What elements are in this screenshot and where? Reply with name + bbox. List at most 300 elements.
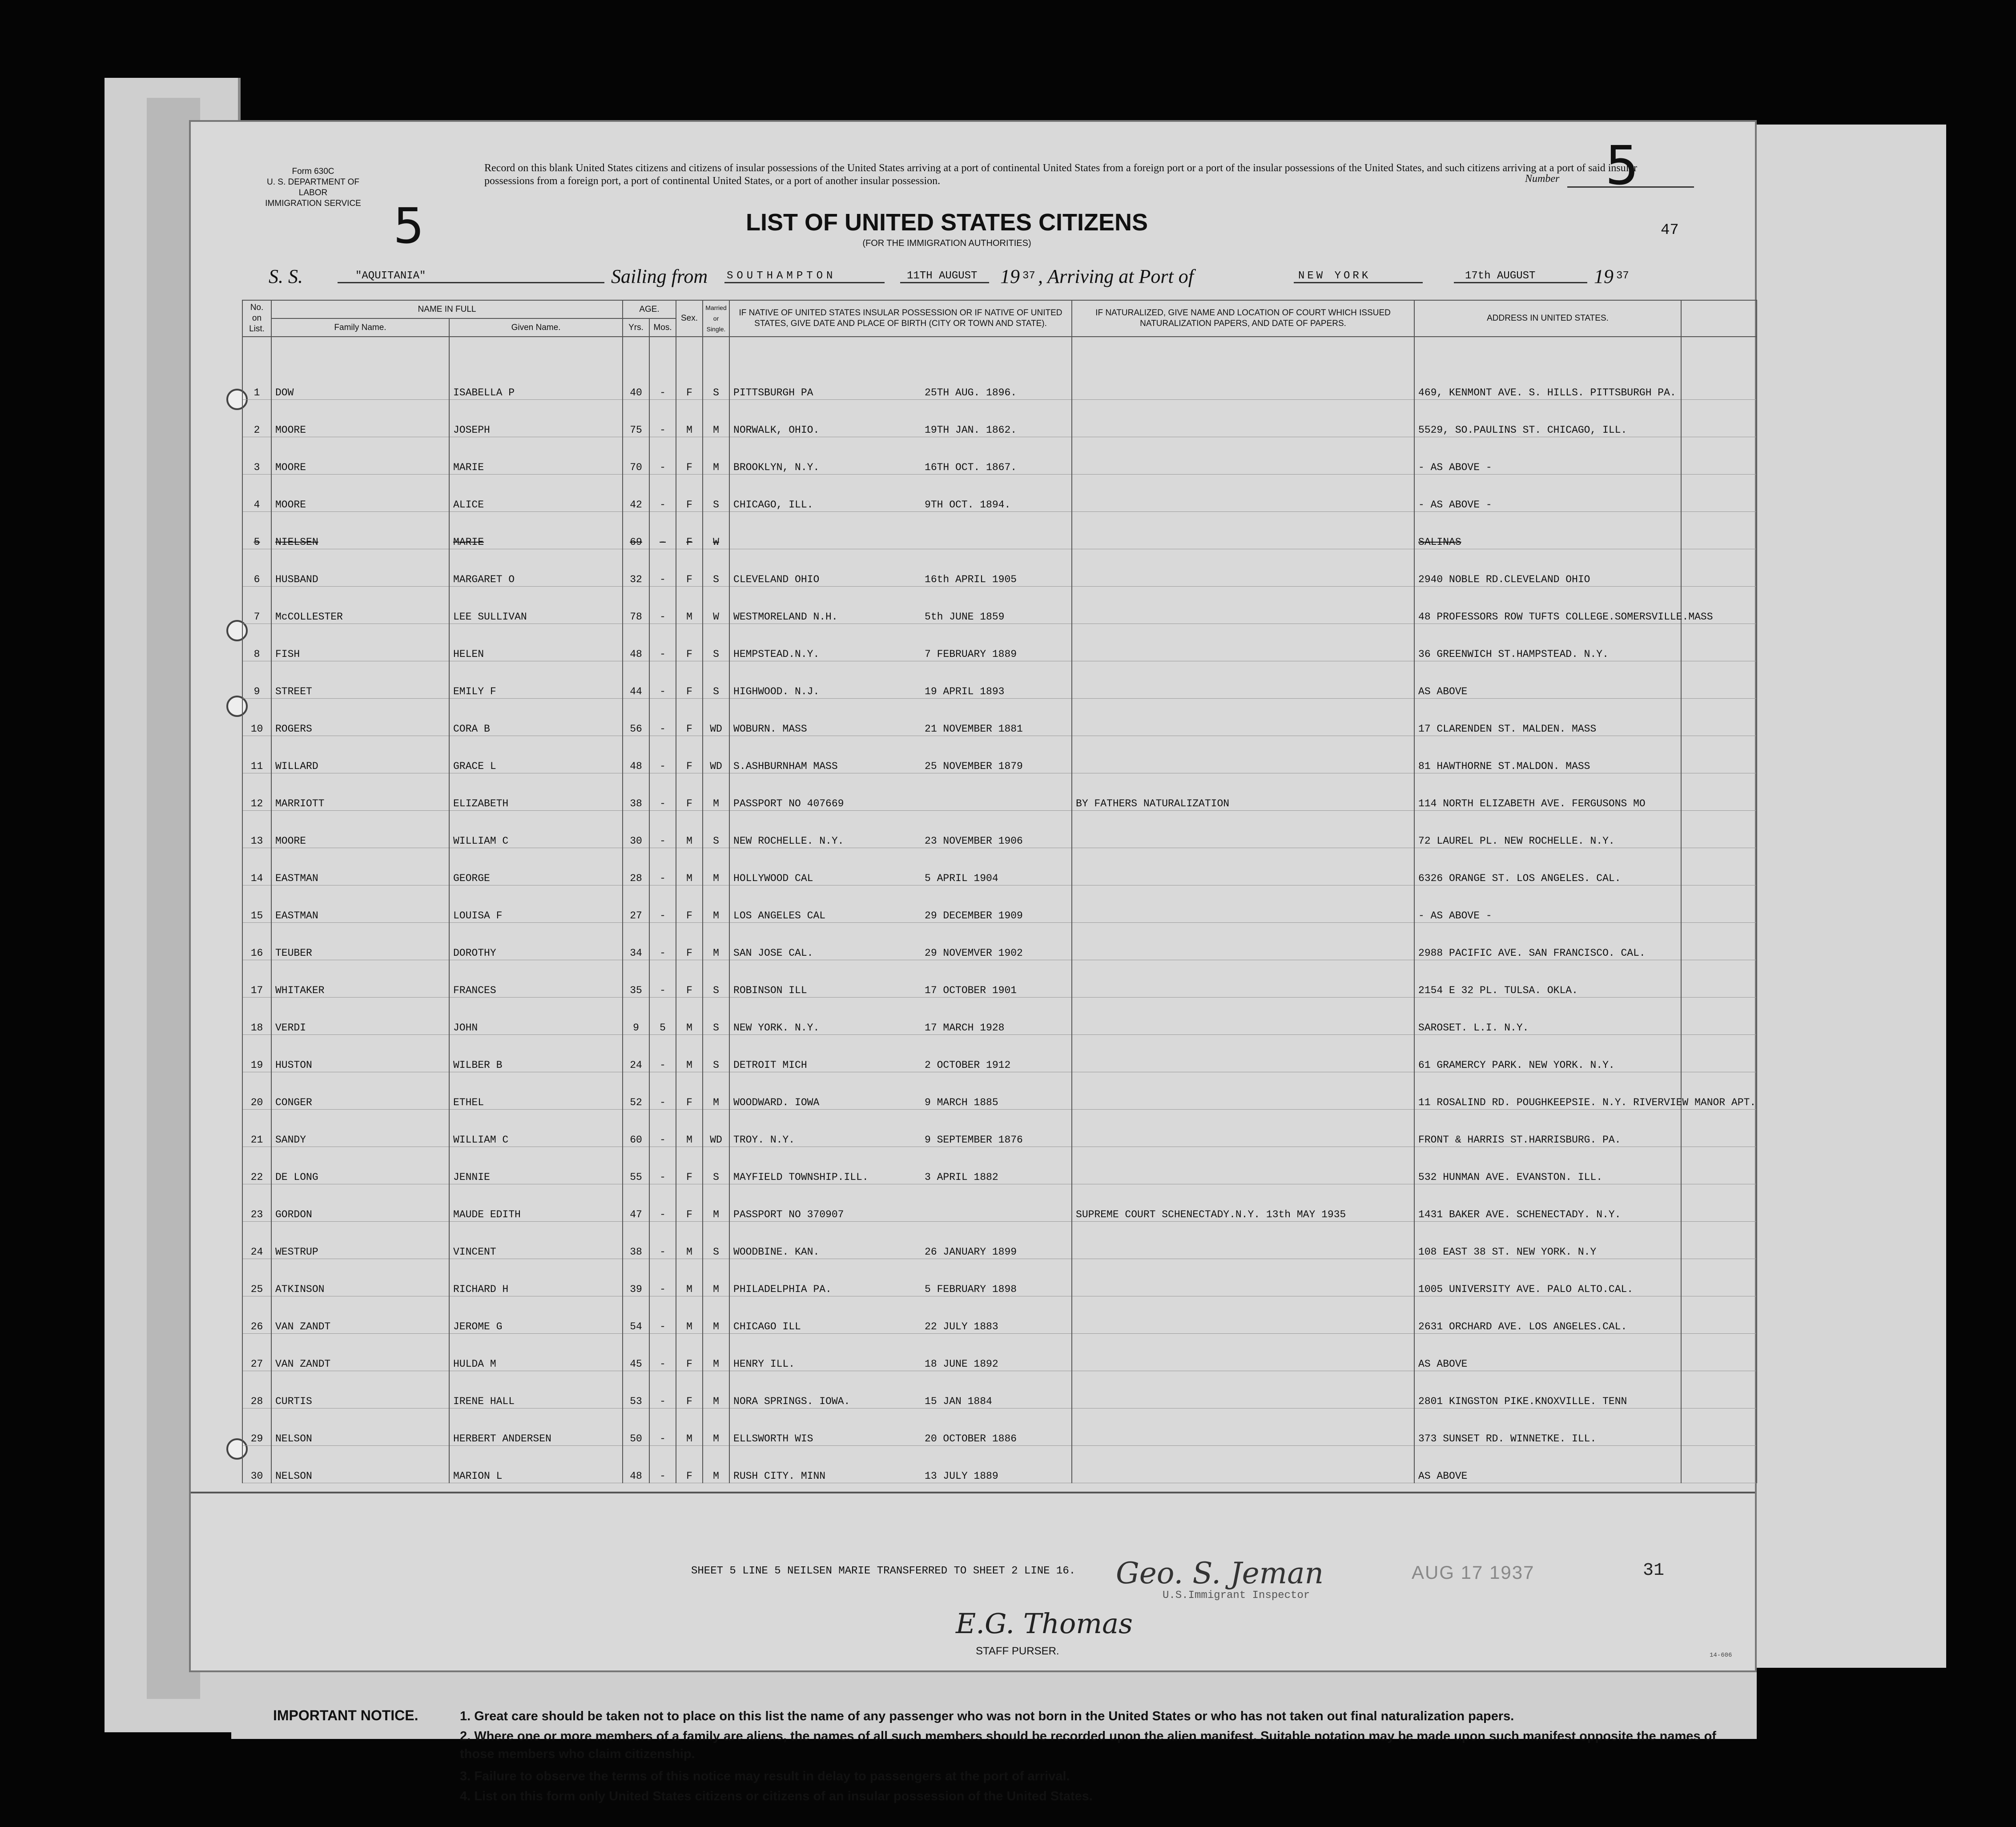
age-months: - (649, 885, 676, 923)
departure-date: 11TH AUGUST (907, 270, 978, 282)
passenger-number: 26 (242, 1296, 271, 1334)
date-underline (900, 282, 989, 283)
birth-place: HOLLYWOOD CAL (733, 873, 813, 884)
passenger-number: 10 (242, 699, 271, 736)
naturalization-info (1072, 624, 1414, 661)
sex: F (676, 699, 703, 736)
purser-signature: E.G. Thomas (956, 1607, 1133, 1640)
us-address: 532 HUNMAN AVE. EVANSTON. ILL. (1414, 1147, 1681, 1184)
family-name: MARRIOTT (271, 773, 449, 811)
background-sheet-right (1748, 125, 1946, 1668)
marital-status: WD (703, 1110, 729, 1147)
family-name: NIELSEN (271, 512, 449, 549)
birth-place: WOBURN. MASS (733, 723, 807, 735)
family-name: VAN ZANDT (271, 1296, 449, 1334)
birth-date: 29 NOVEMVER 1902 (925, 947, 1023, 959)
us-address: 72 LAUREL PL. NEW ROCHELLE. N.Y. (1414, 811, 1681, 848)
age-months: - (649, 923, 676, 960)
age-years: 56 (623, 699, 649, 736)
us-address: 48 PROFESSORS ROW TUFTS COLLEGE.SOMERSVILLE.MASS (1414, 587, 1681, 624)
family-name: MOORE (271, 475, 449, 512)
instructions-text: Record on this blank United States citizens and citizens of insular possessions of the United States arriving at a port of continental United States from a foreign port or a port of the insular possessions of the United States, and such citizens arriving at a port of said insular possessions from a foreign port, a port of continental United States, or a port of another insular possession. (484, 162, 1638, 187)
passenger-number: 23 (242, 1184, 271, 1222)
sex: F (676, 923, 703, 960)
blank-cell (1681, 1110, 1757, 1147)
naturalization-info (1072, 587, 1414, 624)
passenger-number: 3 (242, 437, 271, 475)
passenger-number: 20 (242, 1072, 271, 1110)
table-row (242, 1035, 1757, 1072)
marital-status: M (703, 1334, 729, 1371)
naturalization-info (1072, 475, 1414, 512)
marital-status: M (703, 923, 729, 960)
sex: M (676, 1408, 703, 1446)
naturalization-info: BY FATHERS NATURALIZATION (1072, 773, 1414, 811)
naturalization-info (1072, 923, 1414, 960)
col-header-marital: Married or Single. (703, 300, 729, 337)
blank-cell (1681, 437, 1757, 475)
sex: M (676, 848, 703, 885)
birth-date: 9TH OCT. 1894. (925, 499, 1011, 511)
col-header-yrs: Yrs. (623, 318, 649, 337)
age-years: 50 (623, 1408, 649, 1446)
age-months: - (649, 400, 676, 437)
age-months: - (649, 661, 676, 699)
blank-cell (1681, 960, 1757, 998)
sailing-from-label: Sailing from (611, 266, 708, 287)
naturalization-info (1072, 699, 1414, 736)
sex: F (676, 1446, 703, 1483)
birth-info (729, 1408, 1072, 1446)
blank-cell (1681, 885, 1757, 923)
birth-place: CHICAGO ILL (733, 1321, 801, 1332)
ship-name: "AQUITANIA" (355, 270, 426, 282)
birth-place: WESTMORELAND N.H. (733, 611, 838, 623)
age-months: - (649, 960, 676, 998)
handwritten-number: 5 (1605, 135, 1639, 197)
birth-info (729, 773, 1072, 811)
age-years: 9 (623, 998, 649, 1035)
age-months: - (649, 1072, 676, 1110)
age-months: - (649, 848, 676, 885)
given-name: VINCENT (449, 1222, 623, 1259)
given-name: MAUDE EDITH (449, 1184, 623, 1222)
birth-date: 9 SEPTEMBER 1876 (925, 1134, 1023, 1146)
blank-cell (1681, 1334, 1757, 1371)
age-months: - (649, 1334, 676, 1371)
birth-place: PASSPORT NO 370907 (733, 1209, 844, 1220)
marital-status: W (703, 587, 729, 624)
sex: M (676, 998, 703, 1035)
table-row (242, 1259, 1757, 1296)
us-address: 1005 UNIVERSITY AVE. PALO ALTO.CAL. (1414, 1259, 1681, 1296)
marital-status: S (703, 549, 729, 587)
birth-place: ELLSWORTH WIS (733, 1433, 813, 1445)
passenger-number: 19 (242, 1035, 271, 1072)
col-header-mos: Mos. (649, 318, 676, 337)
given-name: RICHARD H (449, 1259, 623, 1296)
passenger-number: 12 (242, 773, 271, 811)
birth-date: 29 DECEMBER 1909 (925, 910, 1023, 922)
given-name: HELEN (449, 624, 623, 661)
age-years: 60 (623, 1110, 649, 1147)
marital-status: M (703, 848, 729, 885)
sex: F (676, 437, 703, 475)
age-years: 44 (623, 661, 649, 699)
age-years: 24 (623, 1035, 649, 1072)
family-name: EASTMAN (271, 848, 449, 885)
arriving-label: , Arriving at Port of (1038, 266, 1194, 287)
age-years: 32 (623, 549, 649, 587)
age-years: 40 (623, 337, 649, 400)
birth-place: NEW YORK. N.Y. (733, 1022, 820, 1034)
blank-cell (1681, 1408, 1757, 1446)
birth-info (729, 1371, 1072, 1408)
given-name: JEROME G (449, 1296, 623, 1334)
table-row (242, 337, 1757, 400)
age-years: 30 (623, 811, 649, 848)
us-address: 81 HAWTHORNE ST.MALDON. MASS (1414, 736, 1681, 773)
family-name: ATKINSON (271, 1259, 449, 1296)
sex: M (676, 587, 703, 624)
given-name: HERBERT ANDERSEN (449, 1408, 623, 1446)
col-header-name-group: NAME IN FULL (271, 300, 623, 318)
given-name: ALICE (449, 475, 623, 512)
sex: F (676, 1184, 703, 1222)
blank-cell (1681, 1446, 1757, 1483)
birth-place: SAN JOSE CAL. (733, 947, 813, 959)
marital-status: WD (703, 699, 729, 736)
passenger-number: 30 (242, 1446, 271, 1483)
marital-status: S (703, 475, 729, 512)
birth-date: 22 JULY 1883 (925, 1321, 998, 1332)
family-name: ROGERS (271, 699, 449, 736)
birth-place: MAYFIELD TOWNSHIP.ILL. (733, 1171, 869, 1183)
us-address: 6326 ORANGE ST. LOS ANGELES. CAL. (1414, 848, 1681, 885)
age-months: - (649, 1446, 676, 1483)
marital-status: W (703, 512, 729, 549)
birth-date: 9 MARCH 1885 (925, 1097, 998, 1108)
given-name: IRENE HALL (449, 1371, 623, 1408)
us-address: FRONT & HARRIS ST.HARRISBURG. PA. (1414, 1110, 1681, 1147)
birth-date: 2 OCTOBER 1912 (925, 1059, 1011, 1071)
marital-status: M (703, 1259, 729, 1296)
birth-place: WOODBINE. KAN. (733, 1246, 820, 1258)
family-name: WHITAKER (271, 960, 449, 998)
birth-date: 15 JAN 1884 (925, 1396, 992, 1407)
marital-status: M (703, 1296, 729, 1334)
table-row (242, 1446, 1757, 1483)
age-years: 45 (623, 1334, 649, 1371)
marital-status: S (703, 960, 729, 998)
birth-place: DETROIT MICH (733, 1059, 807, 1071)
naturalization-info (1072, 885, 1414, 923)
naturalization-info (1072, 1296, 1414, 1334)
given-name: WILLIAM C (449, 1110, 623, 1147)
given-name: GEORGE (449, 848, 623, 885)
age-years: 38 (623, 773, 649, 811)
marital-status: S (703, 1222, 729, 1259)
passenger-number: 15 (242, 885, 271, 923)
family-name: FISH (271, 624, 449, 661)
blank-cell (1681, 337, 1757, 400)
birth-date: 5 APRIL 1904 (925, 873, 998, 884)
birth-info (729, 475, 1072, 512)
age-months: - (649, 811, 676, 848)
col-header-given: Given Name. (449, 318, 623, 337)
birth-date: 25TH AUG. 1896. (925, 387, 1017, 398)
age-months: - (649, 1296, 676, 1334)
passenger-number: 13 (242, 811, 271, 848)
passenger-number: 9 (242, 661, 271, 699)
col-header-no: No. on List. (242, 300, 271, 337)
sex: F (676, 773, 703, 811)
footer-divider (191, 1492, 1755, 1493)
birth-place: NEW ROCHELLE. N.Y. (733, 835, 844, 847)
age-months: - (649, 736, 676, 773)
us-address: - AS ABOVE - (1414, 885, 1681, 923)
given-name: JOSEPH (449, 400, 623, 437)
table-row (242, 1371, 1757, 1408)
naturalization-info (1072, 1259, 1414, 1296)
age-months: - (649, 337, 676, 400)
marital-status: S (703, 337, 729, 400)
given-name: HULDA M (449, 1334, 623, 1371)
given-name: JENNIE (449, 1147, 623, 1184)
sheet-number: 31 (1643, 1561, 1665, 1581)
birth-info (729, 437, 1072, 475)
age-years: 78 (623, 587, 649, 624)
passenger-number: 6 (242, 549, 271, 587)
inspector-signature: Geo. S. Jeman (1116, 1556, 1324, 1590)
family-name: DE LONG (271, 1147, 449, 1184)
sex: F (676, 960, 703, 998)
family-name: NELSON (271, 1446, 449, 1483)
col-header-address: ADDRESS IN UNITED STATES. (1414, 300, 1681, 337)
us-address: 61 GRAMERCY PARK. NEW YORK. N.Y. (1414, 1035, 1681, 1072)
family-name: MOORE (271, 811, 449, 848)
birth-place: NORWALK, OHIO. (733, 424, 820, 436)
birth-place: PHILADELPHIA PA. (733, 1284, 832, 1295)
birth-place: PASSPORT NO 407669 (733, 798, 844, 809)
us-address: AS ABOVE (1414, 661, 1681, 699)
birth-info (729, 1072, 1072, 1110)
age-years: 34 (623, 923, 649, 960)
passenger-number: 8 (242, 624, 271, 661)
handwritten-sheet-number: 5 (393, 197, 424, 254)
blank-cell (1681, 998, 1757, 1035)
blank-cell (1681, 1035, 1757, 1072)
family-name: CONGER (271, 1072, 449, 1110)
blank-cell (1681, 1371, 1757, 1408)
age-months: - (649, 1110, 676, 1147)
marital-status: M (703, 885, 729, 923)
table-row (242, 998, 1757, 1035)
naturalization-info (1072, 1222, 1414, 1259)
age-years: 55 (623, 1147, 649, 1184)
table-row (242, 587, 1757, 624)
table-row (242, 773, 1757, 811)
birth-info (729, 1222, 1072, 1259)
form-identifier (255, 166, 371, 209)
manifest-page (189, 120, 1757, 1803)
blank-cell (1681, 811, 1757, 848)
birth-date: 13 JULY 1889 (925, 1470, 998, 1482)
age-years: 39 (623, 1259, 649, 1296)
marital-status: S (703, 624, 729, 661)
marital-status: M (703, 437, 729, 475)
sex: F (676, 1072, 703, 1110)
us-address: 469, KENMONT AVE. S. HILLS. PITTSBURGH PA. (1414, 337, 1681, 400)
marital-status: S (703, 1035, 729, 1072)
blank-cell (1681, 1222, 1757, 1259)
us-address: 11 ROSALIND RD. POUGHKEEPSIE. N.Y. RIVERVIEW MANOR APT. (1414, 1072, 1681, 1110)
naturalization-info (1072, 661, 1414, 699)
age-months: - (649, 1259, 676, 1296)
age-months: - (649, 1222, 676, 1259)
given-name: LEE SULLIVAN (449, 587, 623, 624)
sex: F (676, 549, 703, 587)
table-row (242, 811, 1757, 848)
passenger-number: 22 (242, 1147, 271, 1184)
form-number: Form 630C (292, 167, 334, 176)
birth-info (729, 1259, 1072, 1296)
given-name: MARION L (449, 1446, 623, 1483)
table-row (242, 549, 1757, 587)
age-years: 52 (623, 1072, 649, 1110)
family-name: McCOLLESTER (271, 587, 449, 624)
birth-place: HIGHWOOD. N.J. (733, 686, 820, 697)
notice-item: 3. Failure to observe the terms of this notice may result in delay to passengers at the port of arrival. (460, 1769, 1070, 1783)
notice-item: 1. Great care should be taken not to place on this list the name of any passenger who was not born in the United States or who has not taken out final naturalization papers. (460, 1709, 1514, 1723)
birth-info (729, 1035, 1072, 1072)
blank-cell (1681, 661, 1757, 699)
table-row (242, 1334, 1757, 1371)
notice-item: 2. Where one or more members of a family are aliens, the names of all such members should be recorded upon the alien manifest. Suitable notation may be made upon such manifest opposite the names of those members who claim citizenship. (460, 1729, 1716, 1761)
birth-info (729, 661, 1072, 699)
age-years: 42 (623, 475, 649, 512)
birth-date: 7 FEBRUARY 1889 (925, 648, 1017, 660)
birth-place: CLEVELAND OHIO (733, 574, 820, 585)
marital-status: S (703, 998, 729, 1035)
passenger-number: 21 (242, 1110, 271, 1147)
birth-info (729, 998, 1072, 1035)
family-name: WESTRUP (271, 1222, 449, 1259)
table-row (242, 1222, 1757, 1259)
marital-status: M (703, 1408, 729, 1446)
naturalization-info (1072, 437, 1414, 475)
birth-date: 16th APRIL 1905 (925, 574, 1017, 585)
given-name: FRANCES (449, 960, 623, 998)
ss-label: S. S. (269, 266, 303, 287)
sex: F (676, 885, 703, 923)
age-months: - (649, 437, 676, 475)
birth-place: BROOKLYN, N.Y. (733, 462, 820, 473)
marital-status: S (703, 661, 729, 699)
table-row (242, 699, 1757, 736)
us-address: 2154 E 32 PL. TULSA. OKLA. (1414, 960, 1681, 998)
us-address: AS ABOVE (1414, 1446, 1681, 1483)
birth-place: S.ASHBURNHAM MASS (733, 761, 838, 772)
family-name: TEUBER (271, 923, 449, 960)
sex: F (676, 1147, 703, 1184)
us-address: 36 GREENWICH ST.HAMPSTEAD. N.Y. (1414, 624, 1681, 661)
sex: F (676, 661, 703, 699)
given-name: ETHEL (449, 1072, 623, 1110)
birth-place: CHICAGO, ILL. (733, 499, 813, 511)
age-months: - (649, 624, 676, 661)
birth-date: 25 NOVEMBER 1879 (925, 761, 1023, 772)
age-months: - (649, 1408, 676, 1446)
us-address: 17 CLARENDEN ST. MALDEN. MASS (1414, 699, 1681, 736)
birth-date: 5 FEBRUARY 1898 (925, 1284, 1017, 1295)
birth-place: LOS ANGELES CAL (733, 910, 826, 922)
sex: F (676, 1334, 703, 1371)
passenger-number: 17 (242, 960, 271, 998)
family-name: HUSBAND (271, 549, 449, 587)
birth-date: 5th JUNE 1859 (925, 611, 1005, 623)
us-address: SAROSET. L.I. N.Y. (1414, 998, 1681, 1035)
family-name: DOW (271, 337, 449, 400)
sex: M (676, 1110, 703, 1147)
sex: F (676, 475, 703, 512)
us-address: 373 SUNSET RD. WINNETKE. ILL. (1414, 1408, 1681, 1446)
naturalization-info (1072, 1334, 1414, 1371)
marital-status: M (703, 773, 729, 811)
marital-status: M (703, 1072, 729, 1110)
birth-info (729, 624, 1072, 661)
birth-info (729, 337, 1072, 400)
number-label: Number (1525, 173, 1560, 185)
naturalization-info (1072, 400, 1414, 437)
blank-cell (1681, 1184, 1757, 1222)
page-number: 47 (1661, 222, 1679, 239)
birth-info (729, 1296, 1072, 1334)
marital-status: M (703, 1184, 729, 1222)
age-years: 27 (623, 885, 649, 923)
table-row (242, 960, 1757, 998)
birth-date: 17 MARCH 1928 (925, 1022, 1005, 1034)
us-address: 5529, SO.PAULINS ST. CHICAGO, ILL. (1414, 400, 1681, 437)
marital-status: M (703, 400, 729, 437)
port-underline (724, 282, 885, 283)
blank-cell (1681, 736, 1757, 773)
blank-cell (1681, 475, 1757, 512)
age-months: - (649, 1147, 676, 1184)
given-name: CORA B (449, 699, 623, 736)
age-years: 70 (623, 437, 649, 475)
service-name: IMMIGRATION SERVICE (265, 199, 361, 208)
age-years: 69 (623, 512, 649, 549)
passenger-number: 2 (242, 400, 271, 437)
passenger-number: 29 (242, 1408, 271, 1446)
sex: M (676, 400, 703, 437)
sex: F (676, 337, 703, 400)
birth-info (729, 512, 1072, 549)
given-name: DOROTHY (449, 923, 623, 960)
col-header-family: Family Name. (271, 318, 449, 337)
passenger-number: 28 (242, 1371, 271, 1408)
age-months: - (649, 475, 676, 512)
us-address: AS ABOVE (1414, 1334, 1681, 1371)
passenger-number: 24 (242, 1222, 271, 1259)
col-header-naturalized: IF NATURALIZED, GIVE NAME AND LOCATION OF COURT WHICH ISSUED NATURALIZATION PAPERS, AND DATE OF PAPERS. (1072, 300, 1414, 337)
col-header-blank (1681, 300, 1757, 337)
age-years: 35 (623, 960, 649, 998)
birth-place: HEMPSTEAD.N.Y. (733, 648, 820, 660)
birth-date: 3 APRIL 1882 (925, 1171, 998, 1183)
passenger-table (242, 300, 1757, 1483)
